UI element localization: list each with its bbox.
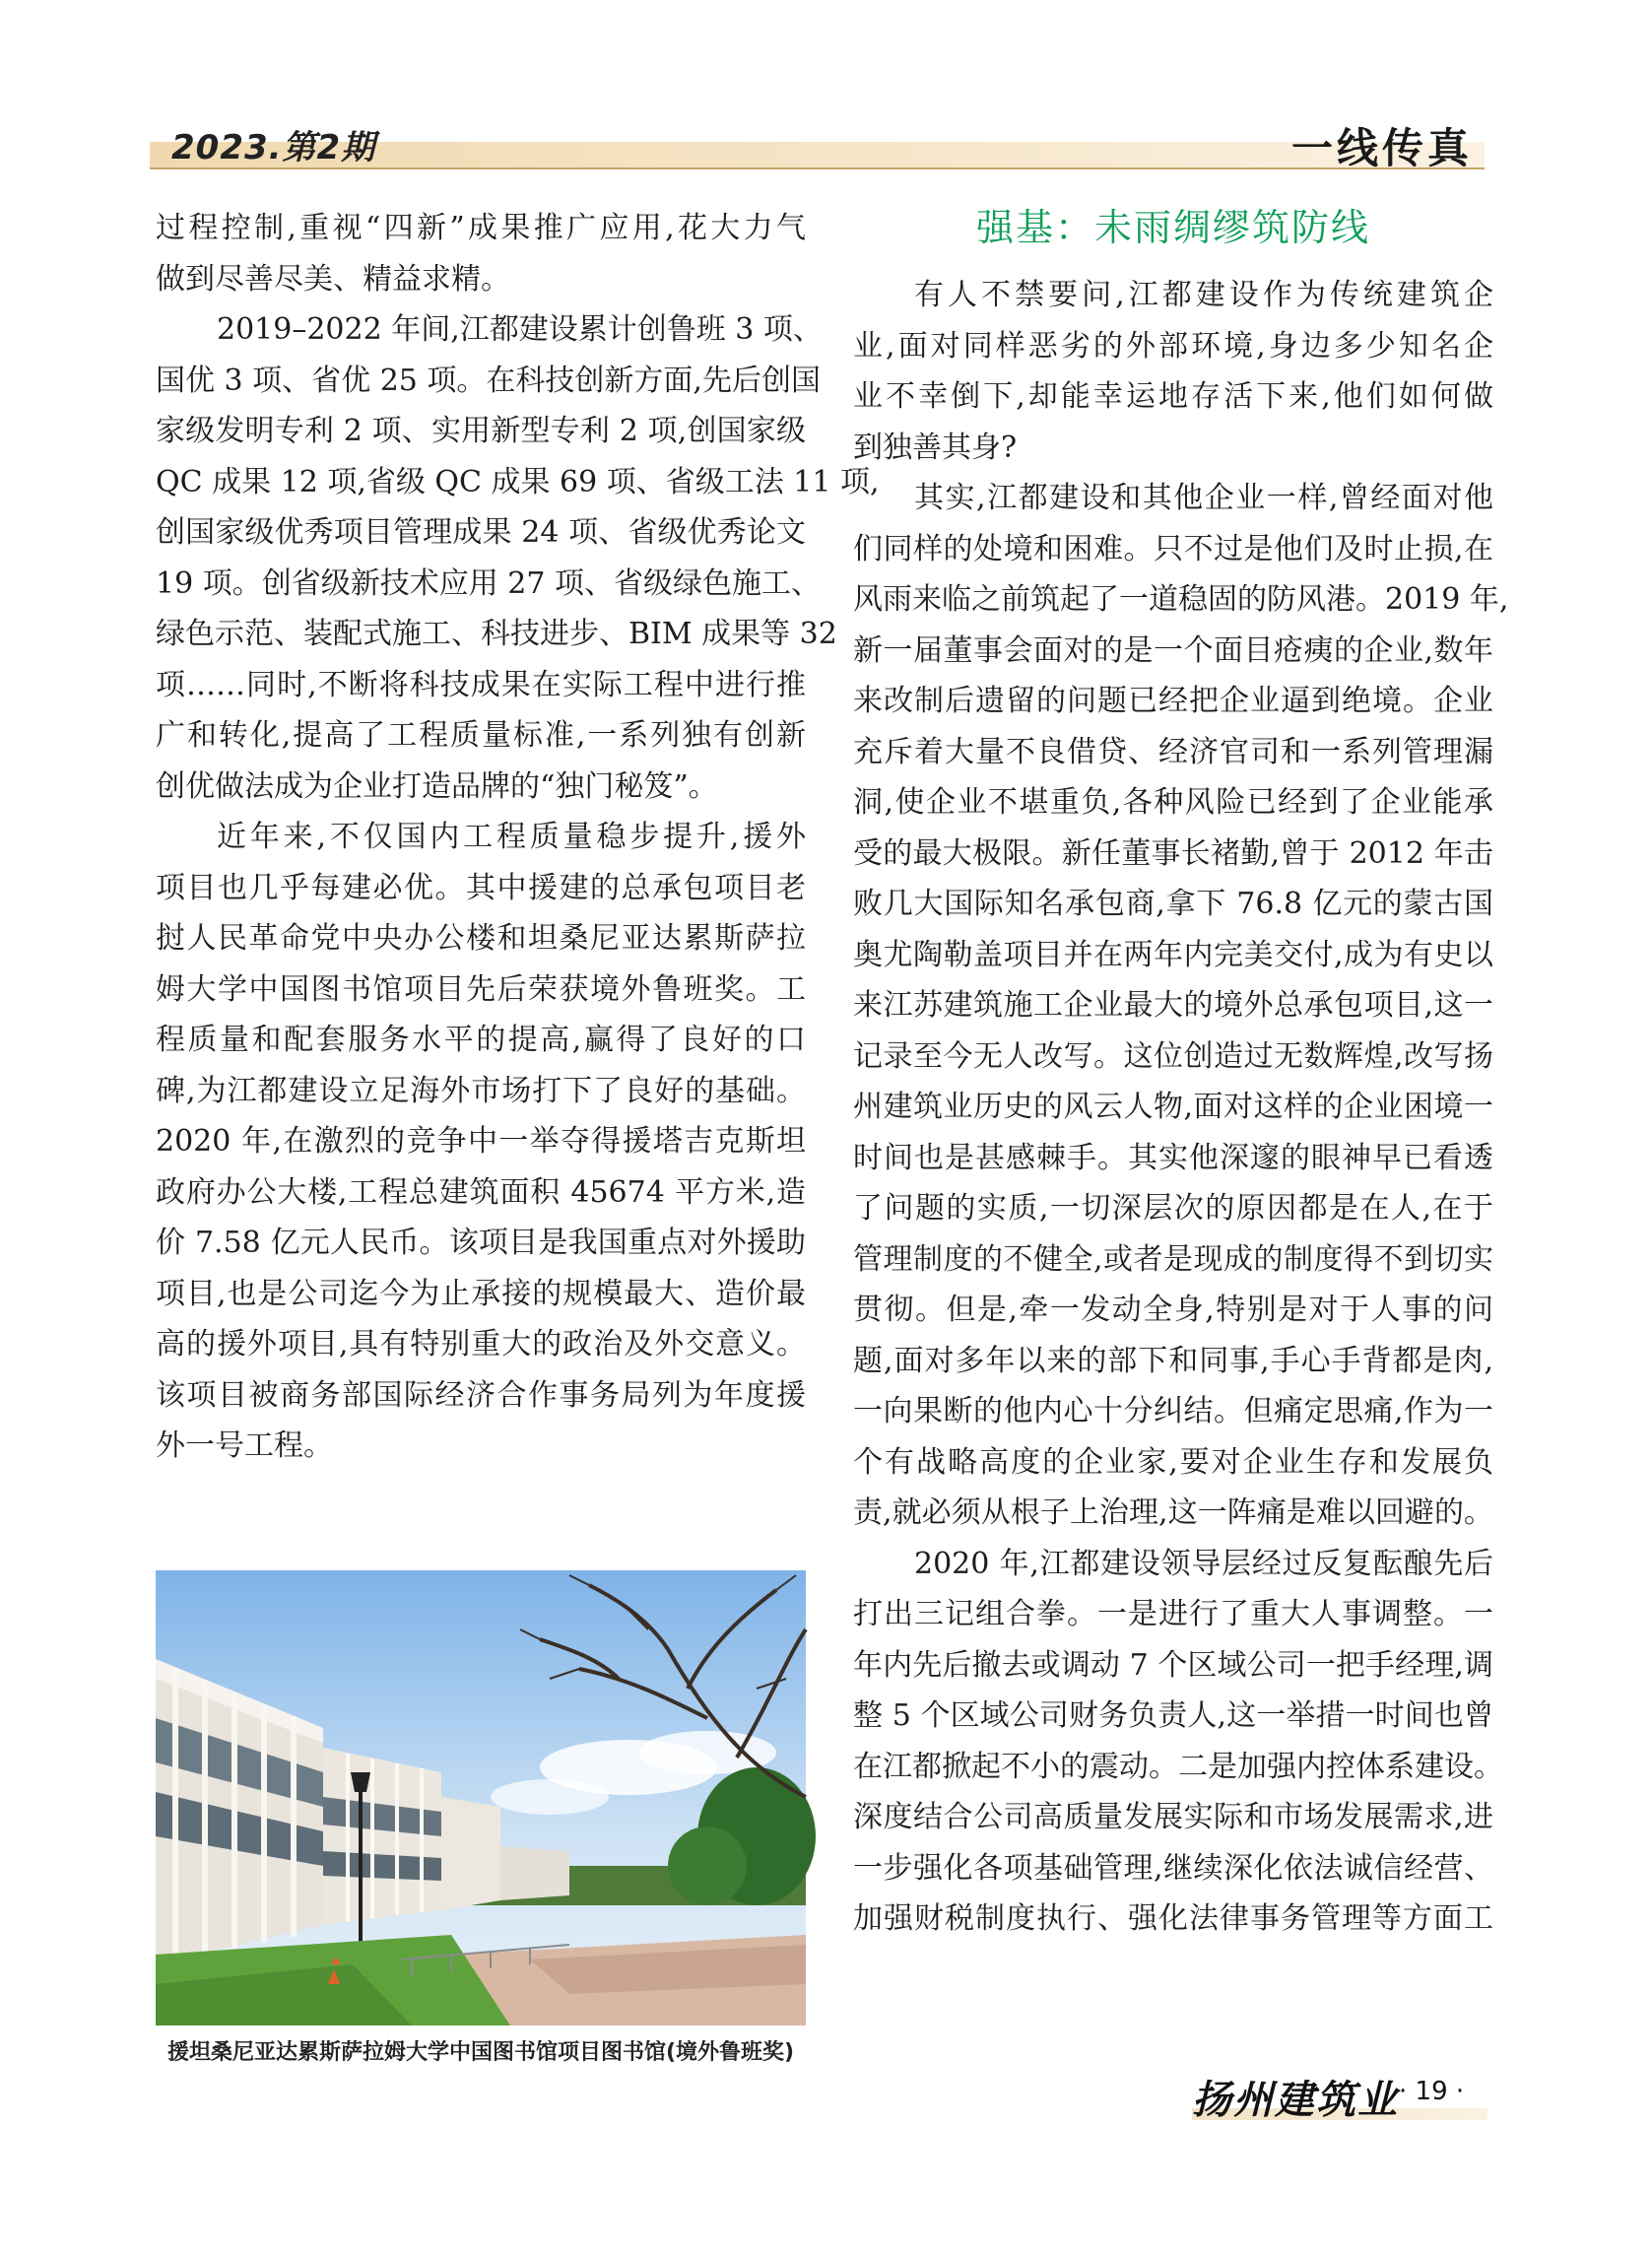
text-line: 创国家级优秀项目管理成果 24 项、省级优秀论文	[156, 515, 806, 550]
text-line: 整 5 个区域公司财务负责人,这一举措一时间也曾	[853, 1698, 1493, 1733]
text-line: 2020 年,江都建设领导层经过反复酝酿先后	[914, 1546, 1493, 1581]
text-line: 充斥着大量不良借贷、经济官司和一系列管理漏	[853, 734, 1493, 769]
text-line: 19 项。创省级新技术应用 27 项、省级绿色施工、	[156, 565, 821, 601]
text-line: 年内先后撤去或调动 7 个区域公司一把手经理,调	[853, 1647, 1493, 1683]
text-line: 记录至今无人改写。这位创造过无数辉煌,改写扬	[853, 1038, 1493, 1074]
library-building-photo	[156, 1570, 806, 2025]
text-line: 打出三记组合拳。一是进行了重大人事调整。一	[853, 1597, 1493, 1631]
text-line: 州建筑业历史的风云人物,面对这样的企业困境一	[853, 1090, 1493, 1124]
text-line: 外一号工程。	[156, 1428, 333, 1463]
text-line: 管理制度的不健全,或者是现成的制度得不到切实	[853, 1241, 1493, 1277]
text-line: 了问题的实质,一切深层次的原因都是在人,在于	[853, 1191, 1493, 1226]
text-line: 一步强化各项基础管理,继续深化依法诚信经营、	[853, 1850, 1493, 1886]
text-line: 来江苏建筑施工企业最大的境外总承包项目,这一	[853, 988, 1493, 1023]
text-line: 广和转化,提高了工程质量标准,一系列独有创新	[156, 718, 806, 753]
text-line: 家级发明专利 2 项、实用新型专利 2 项,创国家级	[156, 414, 806, 448]
text-line: 碑,为江都建设立足海外市场打下了良好的基础。	[156, 1073, 806, 1108]
text-line: 洞,使企业不堪重负,各种风险已经到了企业能承	[853, 785, 1493, 820]
text-line: 业不幸倒下,却能幸运地存活下来,他们如何做	[853, 379, 1493, 414]
text-line: 题,面对多年以来的部下和同事,手心手背都是肉,	[853, 1343, 1493, 1378]
text-line: 个有战略高度的企业家,要对企业生存和发展负	[853, 1444, 1493, 1480]
text-line: 创优做法成为企业打造品牌的“独门秘笈”。	[156, 768, 718, 804]
text-line: 项目,也是公司迄今为止承接的规模最大、造价最	[156, 1276, 806, 1311]
text-line: 做到尽善尽美、精益求精。	[156, 261, 510, 297]
text-line: 近年来,不仅国内工程质量稳步提升,援外	[217, 820, 806, 854]
text-line: 高的援外项目,具有特别重大的政治及外交意义。	[156, 1327, 806, 1361]
right-text-column	[853, 205, 1509, 1945]
text-line: 政府办公大楼,工程总建筑面积 45674 平方米,造	[156, 1174, 806, 1210]
text-line: 败几大国际知名承包商,拿下 76.8 亿元的蒙古国	[853, 887, 1493, 921]
text-line: 项……同时,不断将科技成果在实际工程中进行推	[156, 667, 806, 702]
text-line: QC 成果 12 项,省级 QC 成果 69 项、省级工法 11 项,	[156, 464, 880, 499]
photo-caption: 援坦桑尼亚达累斯萨拉姆大学中国图书馆项目图书馆(境外鲁班奖)	[166, 2040, 795, 2065]
text-line: 该项目被商务部国际经济合作事务局列为年度援	[156, 1377, 806, 1413]
text-line: 受的最大极限。新任董事长褚勤,曾于 2012 年击	[853, 835, 1493, 871]
text-line: 程质量和配套服务水平的提高,赢得了良好的口	[156, 1023, 806, 1057]
text-line: 在江都掀起不小的震动。二是加强内控体系建设。	[853, 1749, 1503, 1784]
text-line: 深度结合公司高质量发展实际和市场发展需求,进	[853, 1800, 1493, 1834]
text-line: 新一届董事会面对的是一个面目疮痍的企业,数年	[853, 632, 1493, 668]
text-line: 过程控制,重视“四新”成果推广应用,花大力气	[156, 211, 806, 245]
magazine-logo: 扬州建筑业	[1192, 2077, 1399, 2123]
text-line: 们同样的处境和困难。只不过是他们及时止损,在	[853, 531, 1493, 566]
page-number: · 19 ·	[1399, 2077, 1465, 2106]
text-line: 时间也是甚感棘手。其实他深邃的眼神早已看透	[853, 1140, 1493, 1175]
section-title: 强基：未雨绸缪筑防线	[975, 206, 1370, 249]
text-line: 到独善其身?	[853, 430, 1018, 465]
column-name: 一线传真	[1290, 124, 1473, 172]
text-line: 国优 3 项、省优 25 项。在科技创新方面,先后创国	[156, 363, 821, 398]
text-line: 项目也几乎每建必优。其中援建的总承包项目老	[156, 870, 806, 905]
text-line: 2020 年,在激烈的竞争中一举夺得援塔吉克斯坦	[156, 1124, 806, 1159]
page-footer	[1192, 2067, 1487, 2126]
left-text-column	[156, 203, 880, 1472]
text-line: 姆大学中国图书馆项目先后荣获境外鲁班奖。工	[156, 971, 806, 1007]
text-line: 挝人民革命党中央办公楼和坦桑尼亚达累斯萨拉	[156, 921, 806, 956]
text-line: 业,面对同样恶劣的外部环境,身边多少知名企	[853, 328, 1493, 364]
text-line: 来改制后遗留的问题已经把企业逼到绝境。企业	[853, 684, 1493, 718]
text-line: 奥尤陶勒盖项目并在两年内完美交付,成为有史以	[853, 937, 1493, 972]
text-line: 价 7.58 亿元人民币。该项目是我国重点对外援助	[156, 1226, 806, 1260]
text-line: 贯彻。但是,牵一发动全身,特别是对于人事的问	[853, 1293, 1493, 1327]
text-line: 2019–2022 年间,江都建设累计创鲁班 3 项、	[217, 312, 823, 347]
text-line: 其实,江都建设和其他企业一样,曾经面对他	[914, 481, 1493, 515]
text-line: 绿色示范、装配式施工、科技进步、BIM 成果等 32	[156, 617, 837, 651]
text-line: 一向果断的他内心十分纠结。但痛定思痛,作为一	[853, 1394, 1493, 1428]
text-line: 风雨来临之前筑起了一道稳固的防风港。2019 年,	[853, 582, 1509, 617]
text-line: 加强财税制度执行、强化法律事务管理等方面工	[853, 1901, 1493, 1936]
text-line: 责,就必须从根子上治理,这一阵痛是难以回避的。	[853, 1495, 1493, 1530]
issue-label: 2023.第2期	[171, 128, 376, 167]
text-line: 有人不禁要问,江都建设作为传统建筑企	[914, 278, 1493, 312]
page-header	[150, 116, 1485, 171]
